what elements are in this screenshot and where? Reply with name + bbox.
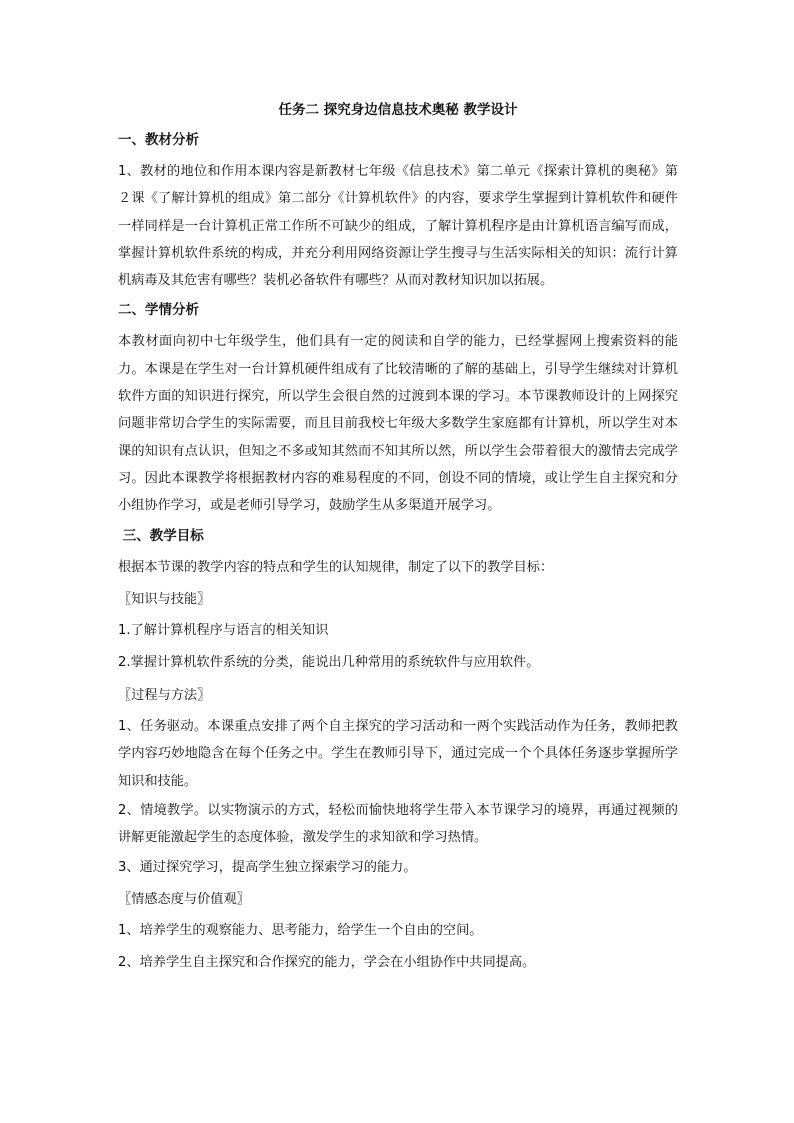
- section-heading-student-analysis: 二、学情分析: [118, 302, 199, 319]
- group-label-knowledge-skills: 〖知识与技能〗: [118, 591, 211, 607]
- section-heading-teaching-objectives: 三、教学目标: [118, 527, 204, 544]
- process-item-1: 1、任务驱动。本课重点安排了两个自主探究的学习活动和一两个实践活动作为任务，教师把教学内容巧妙地隐含在每个任务之中。学生在教师引导下，通过完成一个个具体任务逐步掌握所学知识和技能。: [118, 719, 678, 789]
- student-analysis-paragraph: 本教材面向初中七年级学生，他们具有一定的阅读和自学的能力，已经掌握网上搜索资料的能力。本课是在学生对一台计算机硬件组成有了比较清晰的了解的基础上，引导学生继续对计算机软件方面的知识进行探究，所以学生会很自然的过渡到本课的学习。本节课教师设计的上网探究问题非常切合学生的实际需要，而且目前我校七年级大多数学生家庭都有计算机，所以学生对本课的知识有点认识，但知之不多或知其然而不知其所以然，所以学生会带着很大的激情去完成学习。因此本课教学将根据教材内容的难易程度的不同，创设不同的情境，或让学生自主探究和分小组协作学习，或是老师引导学习，鼓励学生从多渠道开展学习。: [118, 334, 678, 514]
- group-label-process-methods: 〖过程与方法〗: [118, 687, 211, 703]
- document-title: 任务二 探究身边信息技术奥秘 教学设计: [278, 102, 518, 118]
- group-label-attitude-values: 〖情感态度与价值观〗: [118, 891, 250, 907]
- textbook-analysis-paragraph: 1、教材的地位和作用本课内容是新教材七年级《信息技术》第二单元《探索计算机的奥秘》第２课《了解计算机的组成》第二部分《计算机软件》的内容，要求学生掌握到计算机软件和硬件一样同样是一台计算机正常工作所不可缺少的组成，了解计算机程序是由计算机语言编写而成，掌握计算机软件系统的构成，并充分利用网络资源让学生搜寻与生活实际相关的知识：流行计算机病毒及其危害有哪些？装机必备软件有哪些？从而对教材知识加以拓展。: [118, 164, 678, 289]
- knowledge-item-2: 2.掌握计算机软件系统的分类，能说出几种常用的系统软件与应用软件。: [118, 655, 540, 671]
- attitude-item-2: 2、培养学生自主探究和合作探究的能力，学会在小组协作中共同提高。: [118, 955, 536, 971]
- attitude-item-1: 1、培养学生的观察能力、思考能力，给学生一个自由的空间。: [118, 923, 483, 939]
- objectives-intro: 根据本节课的教学内容的特点和学生的认知规律，制定了以下的教学目标：: [118, 559, 554, 575]
- process-item-3: 3、通过探究学习，提高学生独立探索学习的能力。: [118, 859, 417, 875]
- process-item-2: 2、情境教学。以实物演示的方式，轻松而愉快地将学生带入本节课学习的境界，再通过视频的讲解更能激起学生的态度体验，激发学生的求知欲和学习热情。: [118, 802, 678, 846]
- knowledge-item-1: 1.了解计算机程序与语言的相关知识: [118, 623, 329, 639]
- section-heading-textbook-analysis: 一、教材分析: [118, 132, 199, 148]
- document-page: [118, 100, 678, 982]
